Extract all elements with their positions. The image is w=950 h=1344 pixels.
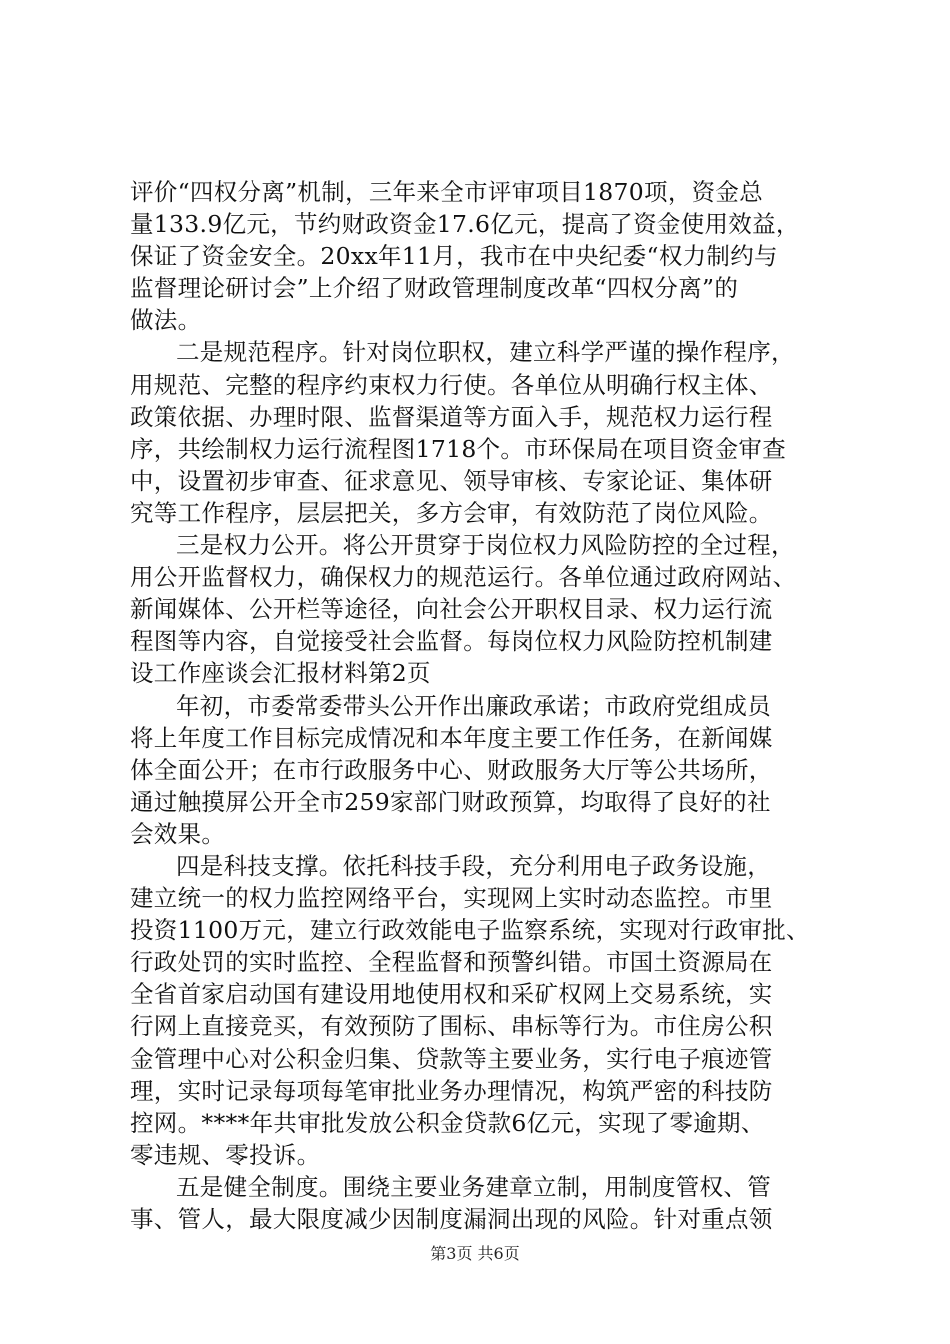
text-line: 四是科技支撑。依托科技手段，充分利用电子政务设施， xyxy=(176,851,771,880)
text-line: 将上年度工作目标完成情况和本年度主要工作任务，在新闻媒 xyxy=(130,723,773,752)
text-line: 新闻媒体、公开栏等途径，向社会公开职权目录、权力运行流 xyxy=(130,595,773,624)
text-line: 究等工作程序，层层把关，多方会审，有效防范了岗位风险。 xyxy=(130,498,773,527)
text-line: 金管理中心对公积金归集、贷款等主要业务，实行电子痕迹管 xyxy=(130,1044,773,1073)
text-line: 投资1100万元，建立行政效能电子监察系统，实现对行政审批、 xyxy=(130,916,810,945)
text-line: 量133.9亿元，节约财政资金17.6亿元，提高了资金使用效益， xyxy=(130,210,800,239)
text-line: 建立统一的权力监控网络平台，实现网上实时动态监控。市里 xyxy=(130,884,773,913)
text-line: 监督理论研讨会”上介绍了财政管理制度改革“四权分离”的 xyxy=(130,274,739,303)
text-line: 用规范、完整的程序约束权力行使。各单位从明确行权主体、 xyxy=(130,370,773,399)
text-line: 保证了资金安全。20xx年11月，我市在中央纪委“权力制约与 xyxy=(130,242,778,271)
text-line: 五是健全制度。围绕主要业务建章立制，用制度管权、管 xyxy=(176,1172,771,1201)
text-line: 事、管人，最大限度减少因制度漏洞出现的风险。针对重点领 xyxy=(130,1205,773,1233)
text-line: 政策依据、办理时限、监督渠道等方面入手，规范权力运行程 xyxy=(130,402,773,431)
page-footer: 第3页 共6页 xyxy=(430,1244,520,1263)
document-body xyxy=(130,176,830,1235)
text-line: 通过触摸屏公开全市259家部门财政预算，均取得了良好的社 xyxy=(130,787,771,816)
text-line: 序，共绘制权力运行流程图1718个。市环保局在项目资金审查 xyxy=(130,434,787,463)
text-line: 评价“四权分离”机制，三年来全市评审项目1870项，资金总 xyxy=(130,178,764,206)
text-line: 会效果。 xyxy=(130,819,226,848)
text-line: 行政处罚的实时监控、全程监督和预警纠错。市国土资源局在 xyxy=(130,948,773,977)
text-line: 用公开监督权力，确保权力的规范运行。各单位通过政府网站、 xyxy=(130,563,797,592)
text-line: 二是规范程序。针对岗位职权，建立科学严谨的操作程序， xyxy=(176,338,795,367)
text-line: 理，实时记录每项每笔审批业务办理情况，构筑严密的科技防 xyxy=(130,1076,773,1105)
text-line: 零违规、零投诉。 xyxy=(130,1140,321,1169)
text-line: 行网上直接竞买，有效预防了围标、串标等行为。市住房公积 xyxy=(130,1012,773,1041)
text-line: 中，设置初步审查、征求意见、领导审核、专家论证、集体研 xyxy=(130,466,773,495)
text-line: 体全面公开；在市行政服务中心、财政服务大厅等公共场所， xyxy=(130,755,773,784)
text-line: 控网。****年共审批发放公积金贷款6亿元，实现了零逾期、 xyxy=(130,1108,765,1137)
text-line: 全省首家启动国有建设用地使用权和采矿权网上交易系统，实 xyxy=(130,980,773,1009)
text-line: 做法。 xyxy=(130,306,202,335)
text-line: 设工作座谈会汇报材料第2页 xyxy=(130,659,431,688)
text-line: 程图等内容，自觉接受社会监督。每岗位权力风险防控机制建 xyxy=(130,627,773,656)
text-line: 年初，市委常委带头公开作出廉政承诺；市政府党组成员 xyxy=(176,691,771,720)
text-line: 三是权力公开。将公开贯穿于岗位权力风险防控的全过程， xyxy=(176,531,795,560)
